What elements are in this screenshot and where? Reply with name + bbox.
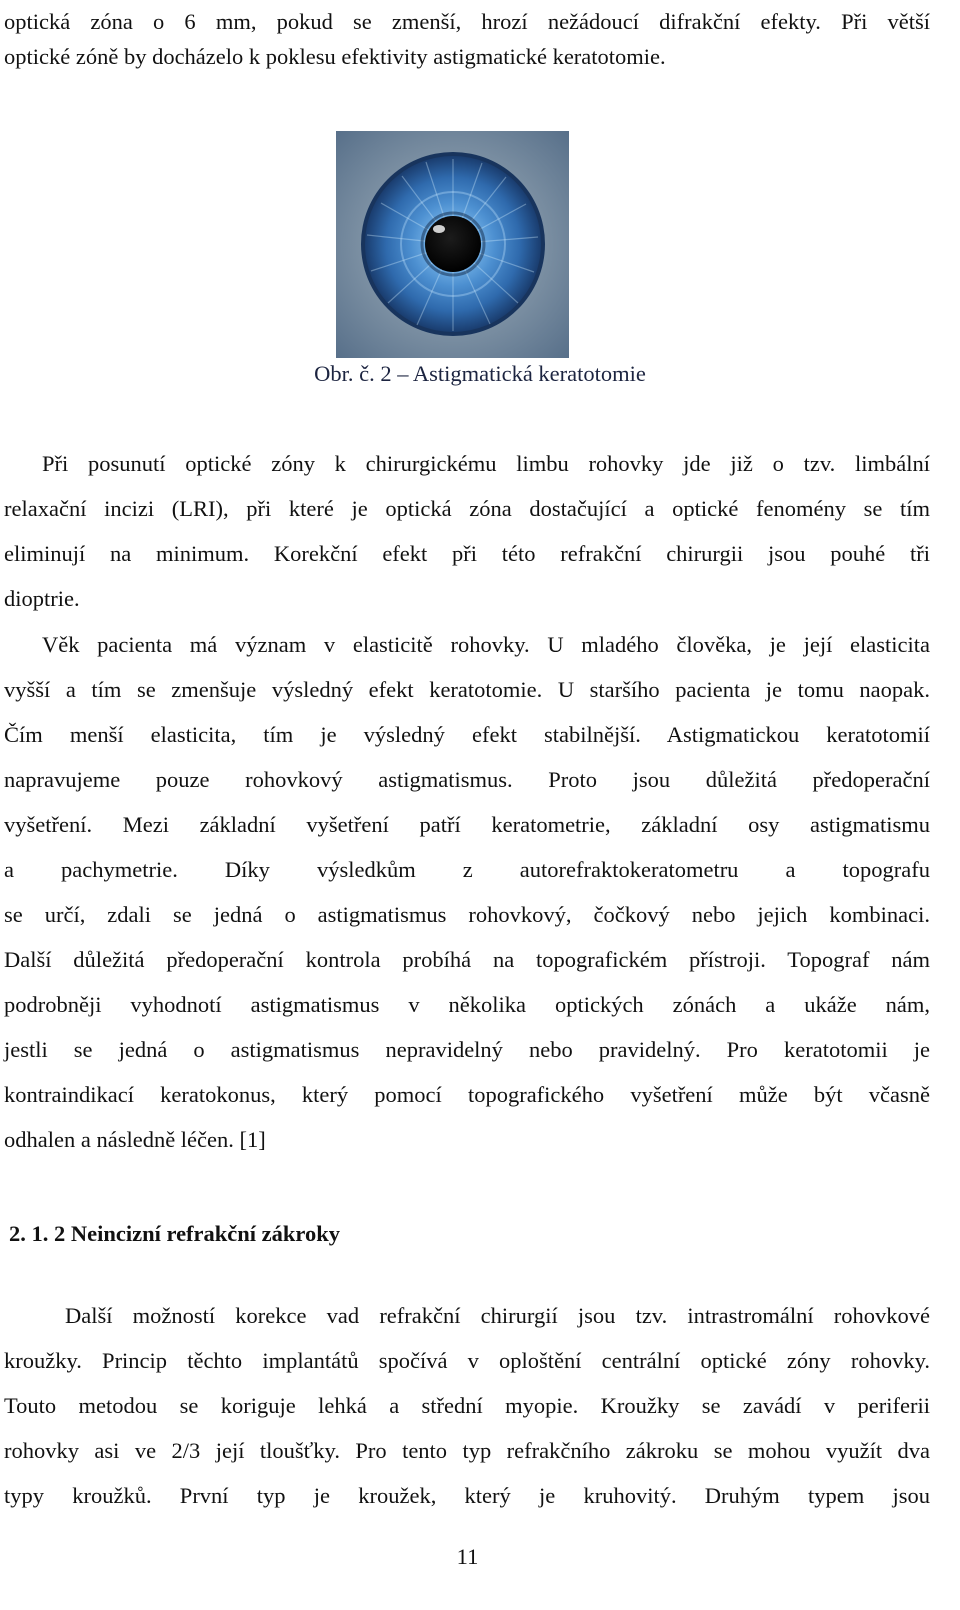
text-line: Při posunutí optické zóny k chirurgickému limbu rohovky jde již o tzv. limbální — [42, 451, 930, 476]
eye-figure — [336, 131, 569, 358]
section-heading: 2. 1. 2 Neincizní refrakční zákroky — [9, 1221, 341, 1246]
text-line: kontraindikací keratokonus, který pomocí topografického vyšetření může být včasně — [4, 1082, 930, 1107]
text-line: relaxační incizi (LRI), při které je optická zóna dostačující a optické fenomény se tím — [4, 496, 930, 521]
eye-illustration — [336, 131, 569, 358]
text-line: podrobněji vyhodnotí astigmatismus v několika optických zónách a ukáže nám, — [4, 992, 930, 1017]
text-line: Věk pacienta má význam v elasticitě rohovky. U mladého člověka, je její elasticita — [42, 632, 930, 657]
text-line: rohovky asi ve 2/3 její tloušťky. Pro tento typ refrakčního zákroku se mohou využít dva — [4, 1438, 930, 1463]
text-line: eliminují na minimum. Korekční efekt při této refrakční chirurgii jsou pouhé tři — [4, 541, 930, 566]
text-line: odhalen a následně léčen. [1] — [4, 1127, 266, 1152]
text-line: dioptrie. — [4, 586, 80, 611]
text-line: napravujeme pouze rohovkový astigmatismus. Proto jsou důležitá předoperační — [4, 767, 930, 792]
text-line: Další důležitá předoperační kontrola probíhá na topografickém přístroji. Topograf nám — [4, 947, 930, 972]
text-line: a pachymetrie. Díky výsledkům z autorefraktokeratometru a topografu — [4, 857, 930, 882]
text-line: se určí, zdali se jedná o astigmatismus rohovkový, čočkový nebo jejich kombinaci. — [4, 902, 930, 927]
text-line: Další možností korekce vad refrakční chirurgií jsou tzv. intrastromální rohovkové — [65, 1303, 930, 1328]
text-line: vyšší a tím se zmenšuje výsledný efekt keratotomie. U staršího pacienta je tomu naopak. — [4, 677, 930, 702]
text-line: Čím menší elasticita, tím je výsledný efekt stabilnější. Astigmatickou keratotomií — [4, 722, 930, 747]
text-line: jestli se jedná o astigmatismus nepravidelný nebo pravidelný. Pro keratotomii je — [4, 1037, 930, 1062]
text-line: kroužky. Princip těchto implantátů spočívá v oploštění centrální optické zóny rohovky. — [4, 1348, 930, 1373]
page-number: 11 — [456, 1544, 479, 1569]
text-line: Touto metodou se koriguje lehká a střední myopie. Kroužky se zavádí v periferii — [4, 1393, 930, 1418]
text-line: optická zóna o 6 mm, pokud se zmenší, hrozí nežádoucí difrakční efekty. Při větší — [4, 9, 930, 34]
figure-caption: Obr. č. 2 – Astigmatická keratotomie — [314, 361, 646, 386]
text-line: typy kroužků. První typ je kroužek, který je kruhovitý. Druhým typem jsou — [4, 1483, 930, 1508]
text-line: vyšetření. Mezi základní vyšetření patří keratometrie, základní osy astigmatismu — [4, 812, 930, 837]
text-line: optické zóně by docházelo k poklesu efektivity astigmatické keratotomie. — [4, 44, 666, 69]
